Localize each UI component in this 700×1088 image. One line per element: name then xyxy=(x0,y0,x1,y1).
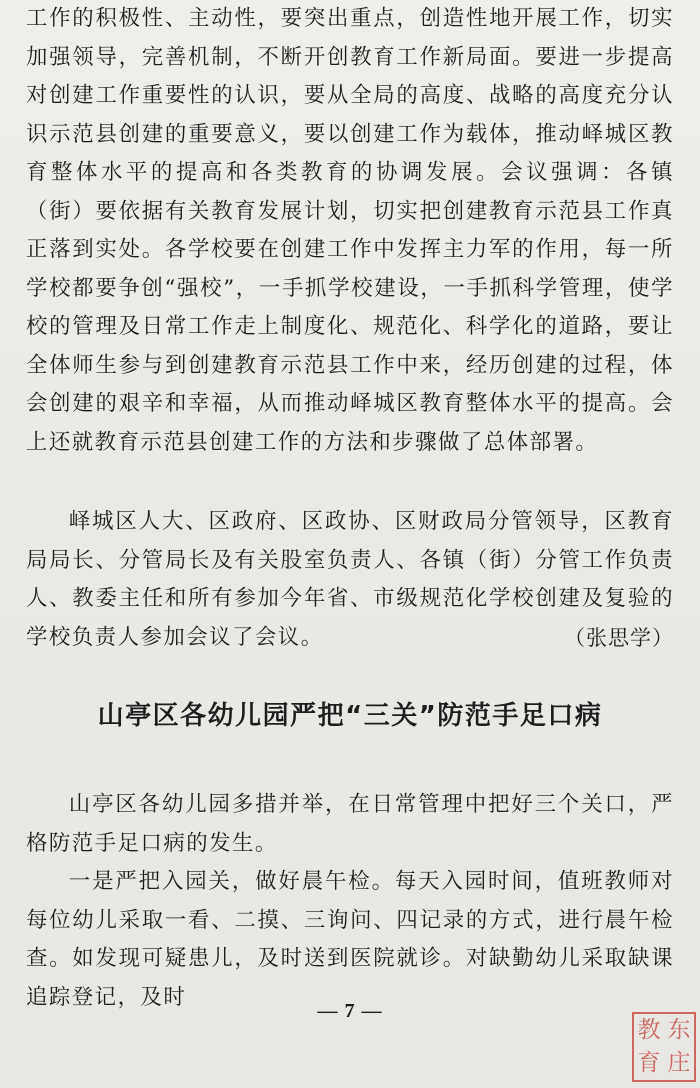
paragraph-entry-check: 一是严把入园关，做好晨午检。每天入园时间，值班教师对每位幼儿采取一看、二摸、三询问、四记录的方式，进行晨午检查。如发现可疑患儿，及时送到医院就诊。对缺勤幼儿采取缺课追踪登记，及时 xyxy=(26,869,674,1010)
article-title: 山亭区各幼儿园严把“三关”防范手足口病 xyxy=(97,701,603,731)
stamp-char: 育 xyxy=(637,1050,661,1076)
seal-stamp xyxy=(632,1012,696,1082)
paragraph-meeting-summary: 工作的积极性、主动性，要突出重点，创造性地开展工作，切实加强领导，完善机制，不断开创教育工作新局面。要进一步提高对创建工作重要性的认识，要从全局的高度、战略的高度充分认识示范县创建的重要意义，要以创建工作为载体，推动峄城区教育整体水平的提高和各类教育的协调发展。会议强调：各镇（街）要依据有关教育发展计划，切实把创建教育示范县工作真正落到实处。各学校要在创建工作中发挥主力军的作用，每一所学校都要争创“强校”，一手抓学校建设，一手抓科学管理，使学校的管理及日常工作走上制度化、规范化、科学化的道路，要让全体师生参与到创建教育示范县工作中来，经历创建的过程，体会创建的艰辛和幸福，从而推动峄城区教育整体水平的提高。会上还就教育示范县创建工作的方法和步骤做了总体部署。 xyxy=(26,6,674,455)
stamp-char: 教 xyxy=(637,1017,661,1043)
paragraph-attendees: 峄城区人大、区政府、区政协、区财政局分管领导，区教育局局长、分管局长及有关股室负责人、各镇（街）分管工作负责人、教委主任和所有参加今年省、市级规范化学校创建及复验的学校负责人参加会议了会议。 xyxy=(26,509,674,650)
stamp-char: 庄 xyxy=(667,1050,691,1076)
page-number: — 7 — xyxy=(317,1000,383,1022)
author-attribution: （张思学） xyxy=(564,626,674,650)
stamp-char: 东 xyxy=(667,1017,691,1043)
paragraph-intro: 山亭区各幼儿园多措并举，在日常管理中把好三个关口，严格防范手足口病的发生。 xyxy=(26,792,674,856)
